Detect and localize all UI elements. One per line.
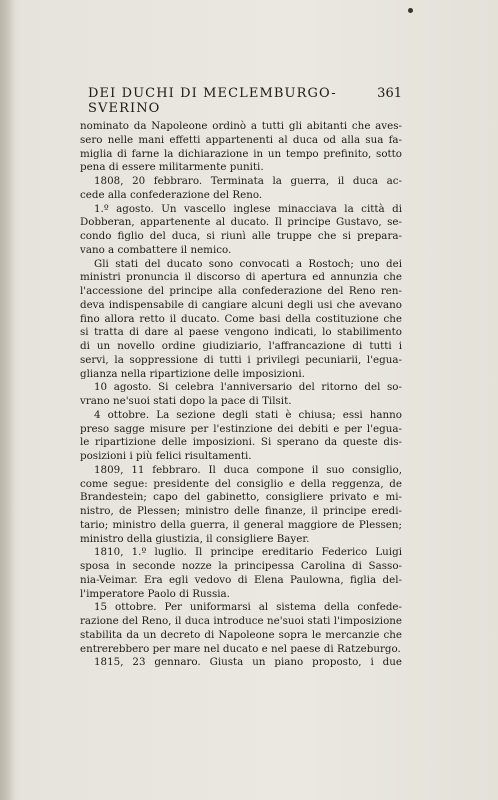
text-line: vrano ne'suoi stati dopo la pace di Tilsit. <box>80 395 292 407</box>
text-line: 1815, 23 gennaro. Giusta un piano proposto, i due <box>94 656 402 669</box>
text-line: 10 agosto. Si celebra l'anniversario del ritorno del so- <box>94 381 402 394</box>
text-line: fino allora retto il ducato. Come basi della costituzione che <box>80 312 402 325</box>
text-line: miglia di farne la dichiarazione in un tempo prefinito, sotto <box>80 147 402 160</box>
text-line: nistro, de Plessen; ministro delle finanze, il principe eredi- <box>80 505 402 517</box>
text-line: le ripartizione delle imposizioni. Si sperano da queste dis- <box>80 436 402 449</box>
text-line: di un novello ordine giudiziario, l'affrancazione di tutti i <box>80 340 402 352</box>
ink-spot <box>408 8 413 13</box>
text-line: entrerebbero per mare nel ducato e nel paese di Ratzeburgo. <box>80 642 401 655</box>
text-line: deva indispensabile di cangiare alcuni degli usi che avevano <box>80 298 402 311</box>
text-line: pena di essere militarmente puniti. <box>80 161 264 174</box>
text-line: 1810, 1.º luglio. Il principe ereditario Federico Luigi <box>94 546 402 559</box>
running-title: DEI DUCHI DI MECLEMBURGO-SVERINO <box>88 86 337 116</box>
page-text-block <box>80 86 402 670</box>
text-line: si tratta di dare al paese vengono indicati, lo stabilimento <box>80 326 402 339</box>
running-head <box>88 86 402 120</box>
text-line: l'accessione del principe alla confederazione del Reno ren- <box>80 285 402 297</box>
text-line: ministro della giustizia, il consigliere Bayer. <box>80 532 310 545</box>
text-line: Brandestein; capo del gabinetto, consigliere privato e mi- <box>80 491 402 504</box>
text-line: tario; ministro della guerra, il general maggiore de Plessen; <box>80 518 402 531</box>
text-line: come segue: presidente del consiglio e della reggenza, de <box>80 477 402 490</box>
text-line: posizioni i più felici risultamenti. <box>80 450 252 462</box>
text-line: glianza nella ripartizione delle imposizioni. <box>80 367 305 380</box>
page-number: 361 <box>377 86 402 101</box>
text-line: 1.º agosto. Un vascello inglese minacciava la città di <box>94 202 402 215</box>
text-line: l'imperatore Paolo di Russia. <box>80 587 230 600</box>
text-line: sposa in seconde nozze la principessa Carolina di Sasso- <box>80 560 402 572</box>
body-text <box>80 120 402 670</box>
text-line: 1808, 20 febbraro. Terminata la guerra, il duca ac- <box>94 175 402 187</box>
text-line: 15 ottobre. Per uniformarsi al sistema della confede- <box>94 601 402 614</box>
text-line: condo figlio del duca, si riunì alle truppe che si prepara- <box>80 230 402 242</box>
text-line: Dobberan, appartenente al ducato. Il principe Gustavo, se- <box>80 216 402 229</box>
text-line: vano a combattere il nemico. <box>80 243 232 256</box>
text-line: 4 ottobre. La sezione degli stati è chiusa; essi hanno <box>94 408 402 421</box>
text-line: sero nelle mani effetti appartenenti al duca od alla sua fa- <box>80 133 402 146</box>
gutter-shadow <box>0 0 14 800</box>
text-line: razione del Reno, il duca introduce ne'suoi stati l'imposizione <box>80 615 402 627</box>
text-line: nominato da Napoleone ordinò a tutti gli abitanti che aves- <box>80 120 402 132</box>
text-line: 1809, 11 febbraro. Il duca compone il suo consiglio, <box>94 463 402 476</box>
text-line: Gli stati del ducato sono convocati a Rostoch; uno dei <box>94 257 402 270</box>
text-line: nia-Veimar. Era egli vedovo di Elena Paulowna, figlia del- <box>80 573 402 586</box>
text-line: servi, la soppressione di tutti i privilegi pecuniarii, l'egua- <box>80 353 402 366</box>
text-line: stabilita da un decreto di Napoleone sopra le mercanzie che <box>80 628 402 641</box>
text-line: cede alla confederazione del Reno. <box>80 188 263 201</box>
text-line: ministri pronuncia il discorso di apertura ed annunzia che <box>80 271 402 284</box>
text-line: preso sagge misure per l'estinzione dei debiti e per l'egua- <box>80 422 402 435</box>
